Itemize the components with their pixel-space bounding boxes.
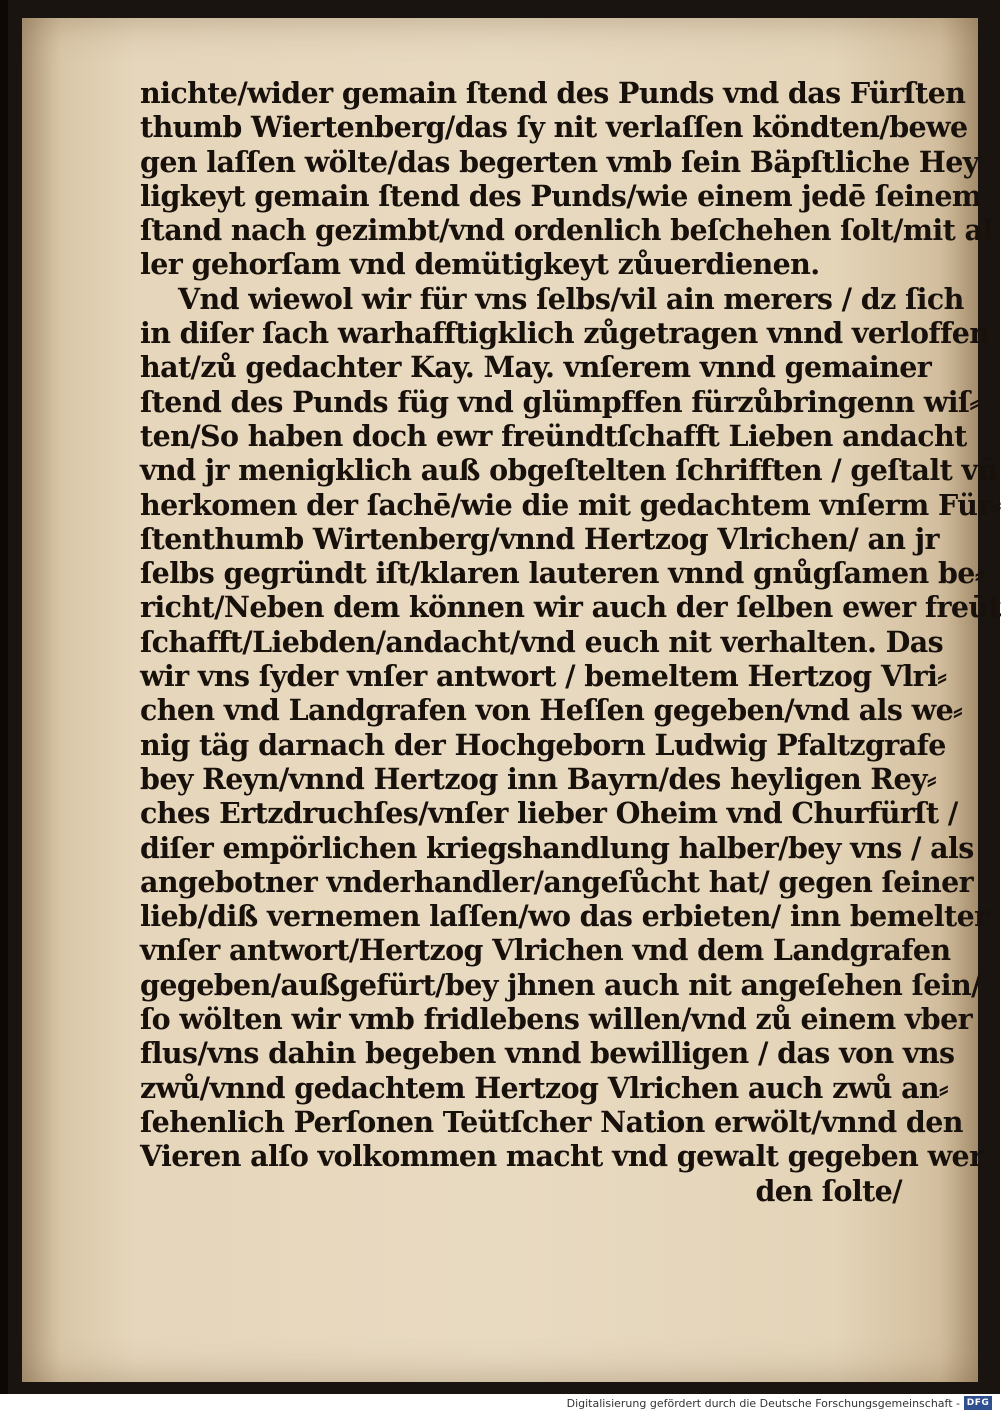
text-line: nig täg darnach der Hochgeborn Ludwig Pfaltzgrafe (140, 727, 946, 762)
text-line: bey Reyn/vnnd Hertzog inn Bayrn/des heyligen Rey⸗ (140, 761, 936, 796)
text-line: chen vnd Landgrafen von Heſſen gegeben/vnd als we⸗ (140, 693, 963, 728)
text-line: vnſer antwort/Hertzog Vlrichen vnd dem Landgrafen (140, 933, 951, 968)
text-line: thumb Wiertenberg/das ſy nit verlaſſen köndten/bewe (140, 110, 968, 145)
text-line: ſo wölten wir vmb fridlebens willen/vnd zů einem vber (140, 1002, 973, 1037)
blackletter-text-block (140, 76, 1001, 1208)
text-line: gen laſſen wölte/das begerten vmb ſein Bäpſtliche Hey (140, 144, 979, 179)
text-line: ſtend des Punds füg vnd glümpffen fürzůbringenn wiſ⸗ (140, 384, 979, 419)
text-line: ſchafft/Liebden/andacht/vnd euch nit verhalten. Das (140, 624, 944, 659)
text-line: ligkeyt gemain ſtend des Punds/wie einem jedē ſeinem (140, 178, 982, 213)
funding-credit-text: Digitalisierung gefördert durch die Deutsche Forschungsgemeinschaft - (566, 1397, 960, 1410)
text-line-catchword: den ſolte/ (755, 1173, 902, 1208)
text-line: ſtenthumb Wirtenberg/vnnd Hertzog Vlrichen/ an jr (140, 521, 939, 556)
text-line: angebotner vnderhandler/angeſůcht hat/ gegen ſeiner (140, 864, 974, 899)
text-line: Vieren alſo volkommen macht vnd gewalt gegeben wer (140, 1139, 984, 1174)
text-line: ler gehorſam vnd demütigkeyt zůuerdienen. (140, 247, 820, 282)
footer-bar (0, 1394, 1000, 1414)
text-line: ten/So haben doch ewr freündtſchafft Lieben andacht (140, 418, 967, 453)
text-line: gegeben/außgefürt/bey jhnen auch nit angeſehen ſein/ (140, 967, 981, 1002)
text-line: hat/zů gedachter Kay. May. vnſerem vnnd gemainer (140, 350, 932, 385)
text-line: diſer empörlichen kriegshandlung halber/bey vns / als (140, 830, 974, 865)
book-spine-shadow (0, 0, 8, 1394)
dfg-logo: DFG (964, 1396, 992, 1410)
text-line-paragraph-start: Vnd wiewol wir für vns ſelbs/vil ain merers / dz ſich (178, 281, 964, 316)
text-line: flus/vns dahin begeben vnnd bewilligen / das von vns (140, 1036, 955, 1071)
text-line: wir vns ſyder vnſer antwort / bemeltem Hertzog Vlri⸗ (140, 659, 947, 694)
text-line: richt/Neben dem können wir auch der ſelben ewer freūt (140, 590, 1001, 625)
text-line: lieb/diß vernemen laſſen/wo das erbieten/ inn bemelter (140, 899, 989, 934)
text-line: ſtand nach gezimbt/vnd ordenlich beſchehen ſolt/mit al (140, 213, 993, 248)
text-line: in diſer ſach warhafftigklich zůgetragen vnnd verloffen (140, 316, 990, 351)
text-line: zwů/vnnd gedachtem Hertzog Vlrichen auch zwů an⸗ (140, 1070, 948, 1105)
text-line: ches Ertzdruchſes/vnſer lieber Oheim vnd Churfürſt / (140, 796, 958, 831)
text-line: ſehenlich Perſonen Teütſcher Nation erwölt/vnnd den (140, 1104, 963, 1139)
text-line: ſelbs gegründt iſt/klaren lauteren vnnd gnůgſamen be⸗ (140, 556, 984, 591)
text-line: herkomen der ſachē/wie die mit gedachtem vnſerm Für⸗ (140, 487, 1001, 522)
text-line: nichte/wider gemain ſtend des Punds vnd das Fürſten (140, 76, 966, 110)
text-line: vnd jr menigklich auß obgeſtelten ſchrifften / geſtalt vñ (140, 453, 998, 488)
